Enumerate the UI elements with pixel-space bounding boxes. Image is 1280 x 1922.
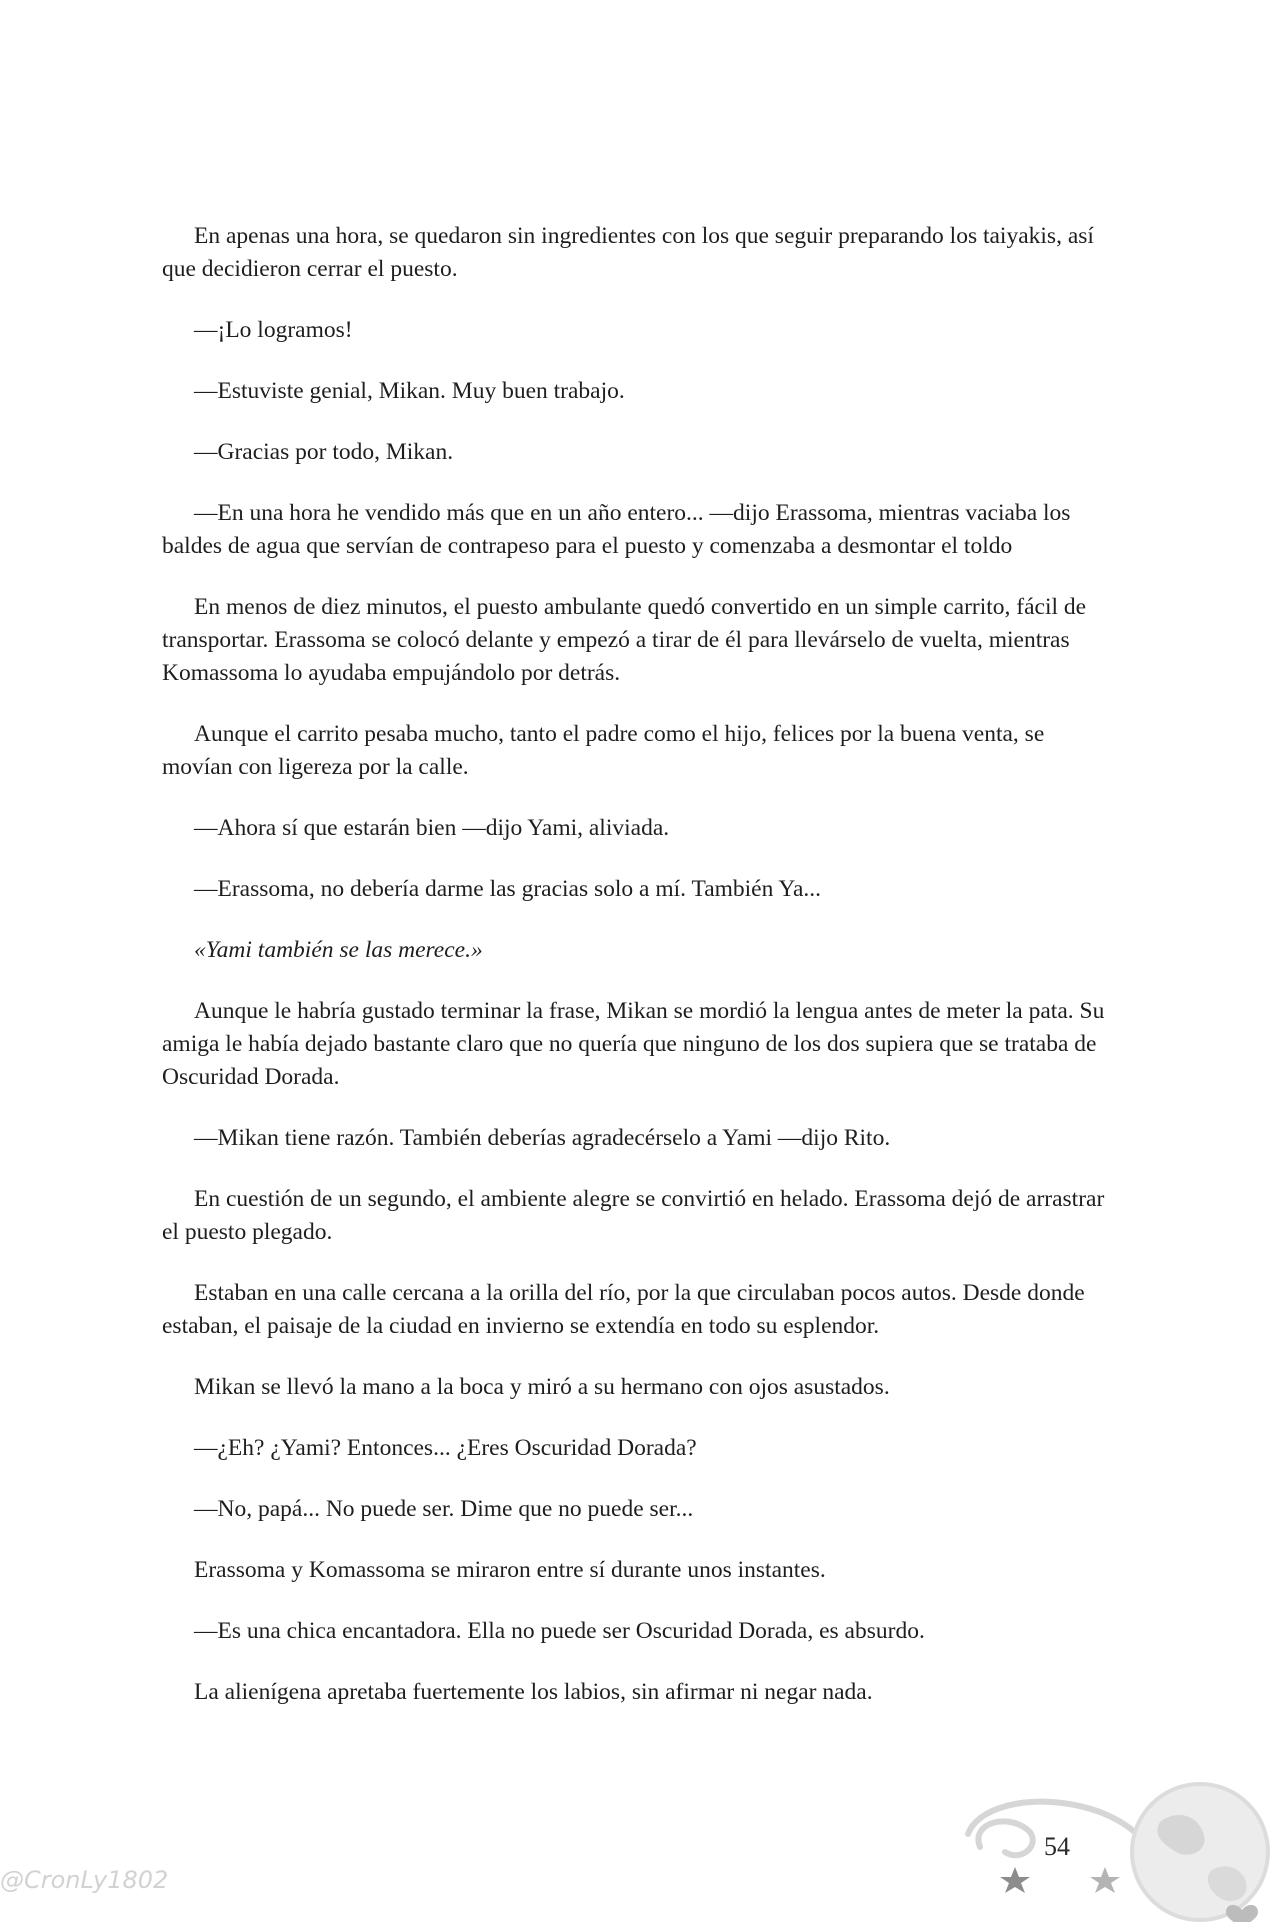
paragraph: En apenas una hora, se quedaron sin ingredientes con los que seguir preparando los taiyakis, así que decidieron cerrar el puesto. [162,223,1094,282]
paragraph: La alienígena apretaba fuertemente los labios, sin afirmar ni negar nada. [194,1679,873,1705]
italic-thought-paragraph: «Yami también se las merece.» [194,937,483,963]
paragraph: —No, papá... No puede ser. Dime que no puede ser... [194,1496,694,1522]
paragraph: —Mikan tiene razón. También deberías agradecérselo a Yami —dijo Rito. [194,1125,891,1151]
paragraph: —¿Eh? ¿Yami? Entonces... ¿Eres Oscuridad Dorada? [194,1435,697,1461]
paragraph: —En una hora he vendido más que en un año entero... —dijo Erassoma, mientras vaciaba los baldes de agua que servían de contrapeso para el puesto y comenzaba a desmontar el toldo [162,500,1071,559]
paragraph: —Ahora sí que estarán bien —dijo Yami, aliviada. [194,815,670,841]
paragraph: —Es una chica encantadora. Ella no puede ser Oscuridad Dorada, es absurdo. [194,1618,925,1644]
paragraph: En menos de diez minutos, el puesto ambulante quedó convertido en un simple carrito, fácil de transportar. Erassoma se colocó delante y empezó a tirar de él para llevárselo de vuelta, mientras Komassoma lo ayudaba empujándolo por detrás. [162,594,1087,686]
paragraph: Aunque el carrito pesaba mucho, tanto el padre como el hijo, felices por la buena venta, se movían con ligereza por la calle. [162,721,1045,780]
paragraph: En cuestión de un segundo, el ambiente alegre se convirtió en helado. Erassoma dejó de arrastrar el puesto plegado. [162,1186,1105,1245]
paragraph: Estaban en una calle cercana a la orilla del río, por la que circulaban pocos autos. Desde donde estaban, el paisaje de la ciudad en invierno se extendía en todo su esplendor. [162,1280,1085,1339]
page-body [162,220,1112,1737]
paragraph: Mikan se llevó la mano a la boca y miró a su hermano con ojos asustados. [194,1374,890,1400]
paragraph: Erassoma y Komassoma se miraron entre sí durante unos instantes. [194,1557,826,1583]
paragraph: —Gracias por todo, Mikan. [194,439,454,465]
page-number: 54 [1044,1832,1070,1861]
paragraph: —Estuviste genial, Mikan. Muy buen trabajo. [194,378,625,404]
star-icon [1000,1867,1030,1893]
paragraph: Aunque le habría gustado terminar la frase, Mikan se mordió la lengua antes de meter la pata. Su amiga le había dejado bastante claro que no quería que ninguno de los dos supiera que se trataba de Oscuridad Dorada. [162,998,1105,1090]
star-icon [1090,1867,1120,1893]
watermark: @CronLy1802 [0,1866,169,1894]
paragraph: —¡Lo logramos! [194,317,353,343]
paragraph: —Erassoma, no debería darme las gracias solo a mí. También Ya... [194,876,822,902]
corner-ornament [950,1752,1280,1922]
globe-ornament [1132,1784,1268,1920]
